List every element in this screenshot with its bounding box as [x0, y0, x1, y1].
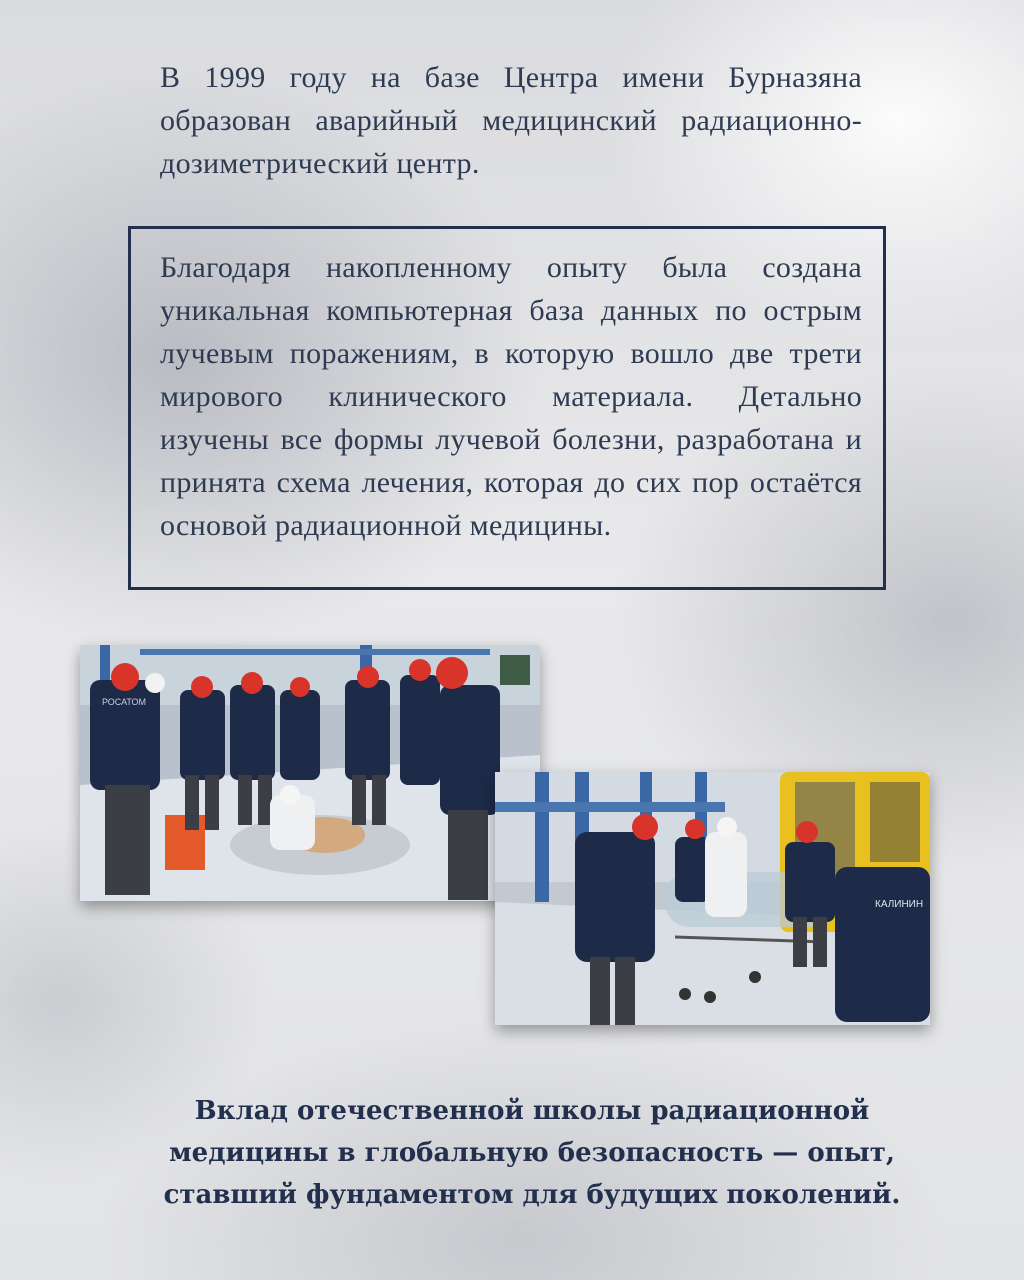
drill-photo-stretcher	[495, 772, 930, 1025]
drill-photo-jacket-text: РОСАТОМ	[102, 697, 146, 707]
intro-paragraph: В 1999 году на базе Центра имени Бурназяна образован аварийный медицинский радиационно-дозиметрический центр.	[160, 61, 862, 180]
drill-photo-group	[80, 645, 540, 901]
conclusion-heading	[100, 1090, 964, 1216]
highlight-box-text: Благодаря накопленному опыту была создана уникальная компьютерная база данных по острым лучевым поражениям, в которую вошло две трети мирового клинического материала. Детально изучены все формы лучевой болезни, разработана и принята схема лечения, которая до сих пор остаётся основой радиационной медицины.	[160, 251, 862, 542]
conclusion-line-2: медицины в глобальную безопасность — опыт,	[169, 1138, 895, 1168]
conclusion-line-3: ставший фундаментом для будущих поколений.	[163, 1180, 901, 1210]
conclusion-line-1: Вклад отечественной школы радиационной	[194, 1096, 870, 1126]
stretcher-photo-jacket-text: КАЛИНИН	[875, 899, 924, 910]
